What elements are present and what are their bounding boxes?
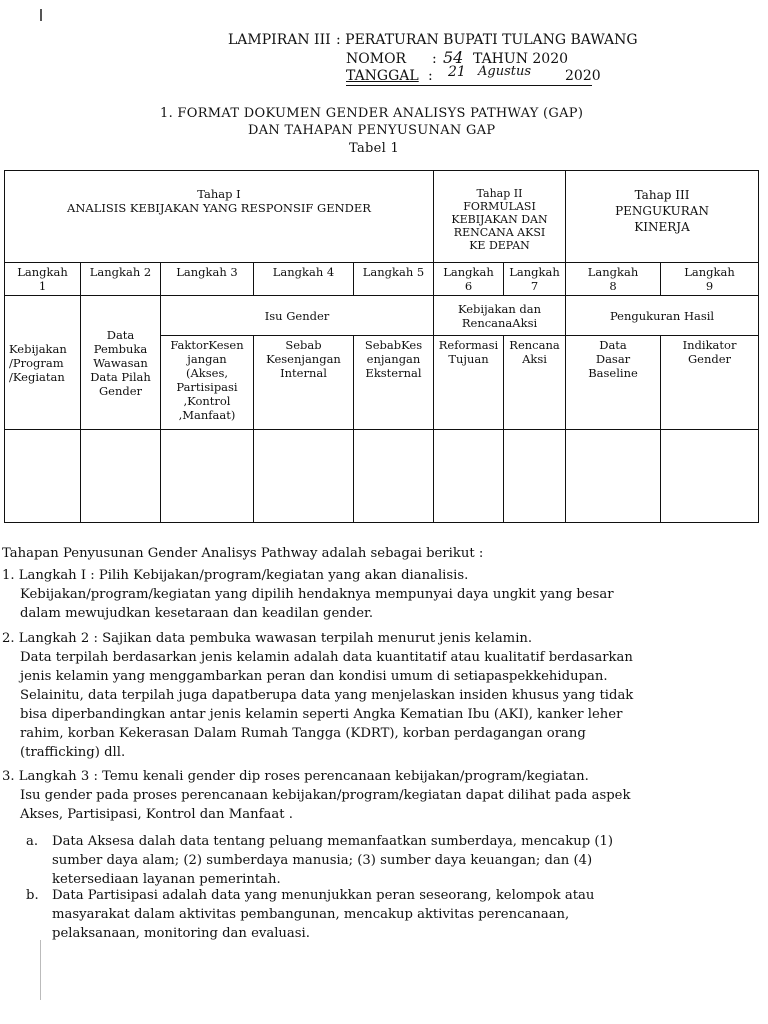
- rencana-aksi-cell: Rencana Aksi: [504, 336, 566, 430]
- data-dasar-cell: Data Dasar Baseline: [566, 336, 661, 430]
- header-nomor-handwritten: 54: [443, 48, 464, 67]
- sebab-eksternal-cell: SebabKes enjangan Eksternal: [354, 336, 434, 430]
- item-b-line2: masyarakat dalam aktivitas pembangunan, mencakup aktivitas perencanaan,: [52, 907, 570, 922]
- step1-title: 1. Langkah I : Pilih Kebijakan/program/kegiatan yang akan dianalisis.: [2, 568, 469, 583]
- header-lampiran-label: LAMPIRAN III: [228, 32, 331, 48]
- title-line2: DAN TAHAPAN PENYUSUNAN GAP: [248, 123, 496, 138]
- tahap2-line5: KE DEPAN: [469, 239, 530, 252]
- langkah-3: Langkah 3: [161, 263, 254, 296]
- step2-line6: rahim, korban Kekerasan Dalam Rumah Tangga (KDRT), korban perdagangan orang: [20, 726, 586, 741]
- empty-cell: [161, 430, 254, 523]
- header-tanggal-year: 2020: [565, 68, 601, 84]
- step2-line7: (trafficking) dll.: [20, 745, 126, 760]
- item-a-line2: sumber daya alam; (2) sumberdaya manusia; (3) sumber daya keuangan; dan (4): [52, 853, 593, 868]
- langkah-1: Langkah 1: [5, 263, 81, 296]
- item-b-line3: pelaksanaan, monitoring dan evaluasi.: [52, 926, 310, 941]
- step1-line2: Kebijakan/program/kegiatan yang dipilih hendaknya mempunyai daya ungkit yang besar: [20, 587, 614, 602]
- empty-cell: [434, 430, 504, 523]
- indikator-cell: Indikator Gender: [661, 336, 759, 430]
- empty-cell: [254, 430, 354, 523]
- item-a-label: a.: [26, 834, 39, 849]
- reformasi-cell: Reformasi Tujuan: [434, 336, 504, 430]
- kebijakan-program-cell: Kebijakan /Program /Kegiatan: [5, 296, 81, 430]
- item-b-line1: Data Partisipasi adalah data yang menunjukkan peran seseorang, kelompok atau: [52, 888, 595, 903]
- header-nomor-label: NOMOR: [346, 51, 407, 67]
- tahap1-title: ANALISIS KEBIJAKAN YANG RESPONSIF GENDER: [67, 201, 371, 215]
- langkah-7: Langkah 7: [504, 263, 566, 296]
- empty-cell: [81, 430, 161, 523]
- empty-cell: [5, 430, 81, 523]
- tahap3-cell: [566, 171, 759, 263]
- tahap2-line4: RENCANA AKSI: [453, 226, 546, 239]
- step2-title: 2. Langkah 2 : Sajikan data pembuka wawasan terpilah menurut jenis kelamin.: [2, 631, 533, 646]
- langkah-8: Langkah 8: [566, 263, 661, 296]
- step3-line2: Isu gender pada proses perencanaan kebijakan/program/kegiatan dapat dilihat pada aspek: [20, 788, 631, 803]
- tahap3-line3: KINERJA: [634, 220, 690, 234]
- pengukuran-hasil-cell: Pengukuran Hasil: [566, 296, 759, 336]
- gap-format-table: [4, 170, 759, 523]
- header-tanggal-colon: :: [428, 68, 433, 84]
- header-tanggal-day: 21: [448, 64, 466, 80]
- title-line1: 1. FORMAT DOKUMEN GENDER ANALISYS PATHWAY (GAP): [160, 106, 584, 121]
- step2-line2: Data terpilah berdasarkan jenis kelamin adalah data kuantitatif atau kualitatif berdasarkan: [20, 650, 633, 665]
- step2-line4: Selainitu, data terpilah juga dapatberupa data yang menjelaskan insiden khusus yang tidak: [20, 688, 634, 703]
- header-tanggal-month: Agustus: [478, 64, 532, 79]
- tahap1-label: Tahap I: [197, 187, 241, 201]
- faktor-cell: FaktorKesen jangan (Akses, Partisipasi ,Kontrol ,Manfaat): [161, 336, 254, 430]
- step3-title: 3. Langkah 3 : Temu kenali gender dip roses perencanaan kebijakan/program/kegiatan.: [2, 769, 589, 784]
- header-nomor-tahun: TAHUN 2020: [473, 51, 569, 67]
- scan-speck: [40, 940, 41, 1000]
- tahap2-line2: FORMULASI: [463, 200, 536, 213]
- empty-cell: [354, 430, 434, 523]
- step3-line3: Akses, Partisipasi, Kontrol dan Manfaat .: [20, 807, 293, 822]
- empty-cell: [504, 430, 566, 523]
- sebab-internal-cell: Sebab Kesenjangan Internal: [254, 336, 354, 430]
- empty-cell: [661, 430, 759, 523]
- header-peraturan: : PERATURAN BUPATI TULANG BAWANG: [336, 32, 638, 48]
- langkah-2: Langkah 2: [81, 263, 161, 296]
- item-a-line3: ketersediaan layanan pemerintah.: [52, 872, 281, 887]
- tahap1-cell: [5, 171, 434, 263]
- data-pembuka-cell: Data Pembuka Wawasan Data Pilah Gender: [81, 296, 161, 430]
- kebijakan-rencana-cell: Kebijakan dan RencanaAksi: [434, 296, 566, 336]
- langkah-5: Langkah 5: [354, 263, 434, 296]
- step2-line3: jenis kelamin yang menggambarkan peran dan kondisi umum di setiapaspekkehidupan.: [20, 669, 608, 684]
- tahap2-line3: KEBIJAKAN DAN: [451, 213, 548, 226]
- langkah-6: Langkah 6: [434, 263, 504, 296]
- step1-line3: dalam mewujudkan kesetaraan dan keadilan gender.: [20, 606, 374, 621]
- header-tanggal-label: TANGGAL: [346, 68, 419, 84]
- tahap3-label: Tahap III: [634, 188, 690, 202]
- langkah-4: Langkah 4: [254, 263, 354, 296]
- tahap3-line2: PENGUKURAN: [615, 204, 709, 218]
- title-line3: Tabel 1: [349, 141, 400, 156]
- tahap2-cell: [434, 171, 566, 263]
- tahap2-label: Tahap II: [476, 187, 523, 200]
- empty-cell: [566, 430, 661, 523]
- tanggal-underline: [346, 85, 592, 86]
- item-a-line1: Data Aksesa dalah data tentang peluang memanfaatkan sumberdaya, mencakup (1): [52, 834, 614, 849]
- step2-line5: bisa diperbandingkan antar jenis kelamin seperti Angka Kematian Ibu (AKI), kanker leher: [20, 707, 623, 722]
- intro-text: Tahapan Penyusunan Gender Analisys Pathway adalah sebagai berikut :: [2, 546, 484, 561]
- header-nomor-colon: :: [432, 51, 437, 67]
- item-b-label: b.: [26, 888, 39, 903]
- scan-speck: [40, 9, 42, 21]
- isu-gender-cell: Isu Gender: [161, 296, 434, 336]
- langkah-9: Langkah 9: [661, 263, 759, 296]
